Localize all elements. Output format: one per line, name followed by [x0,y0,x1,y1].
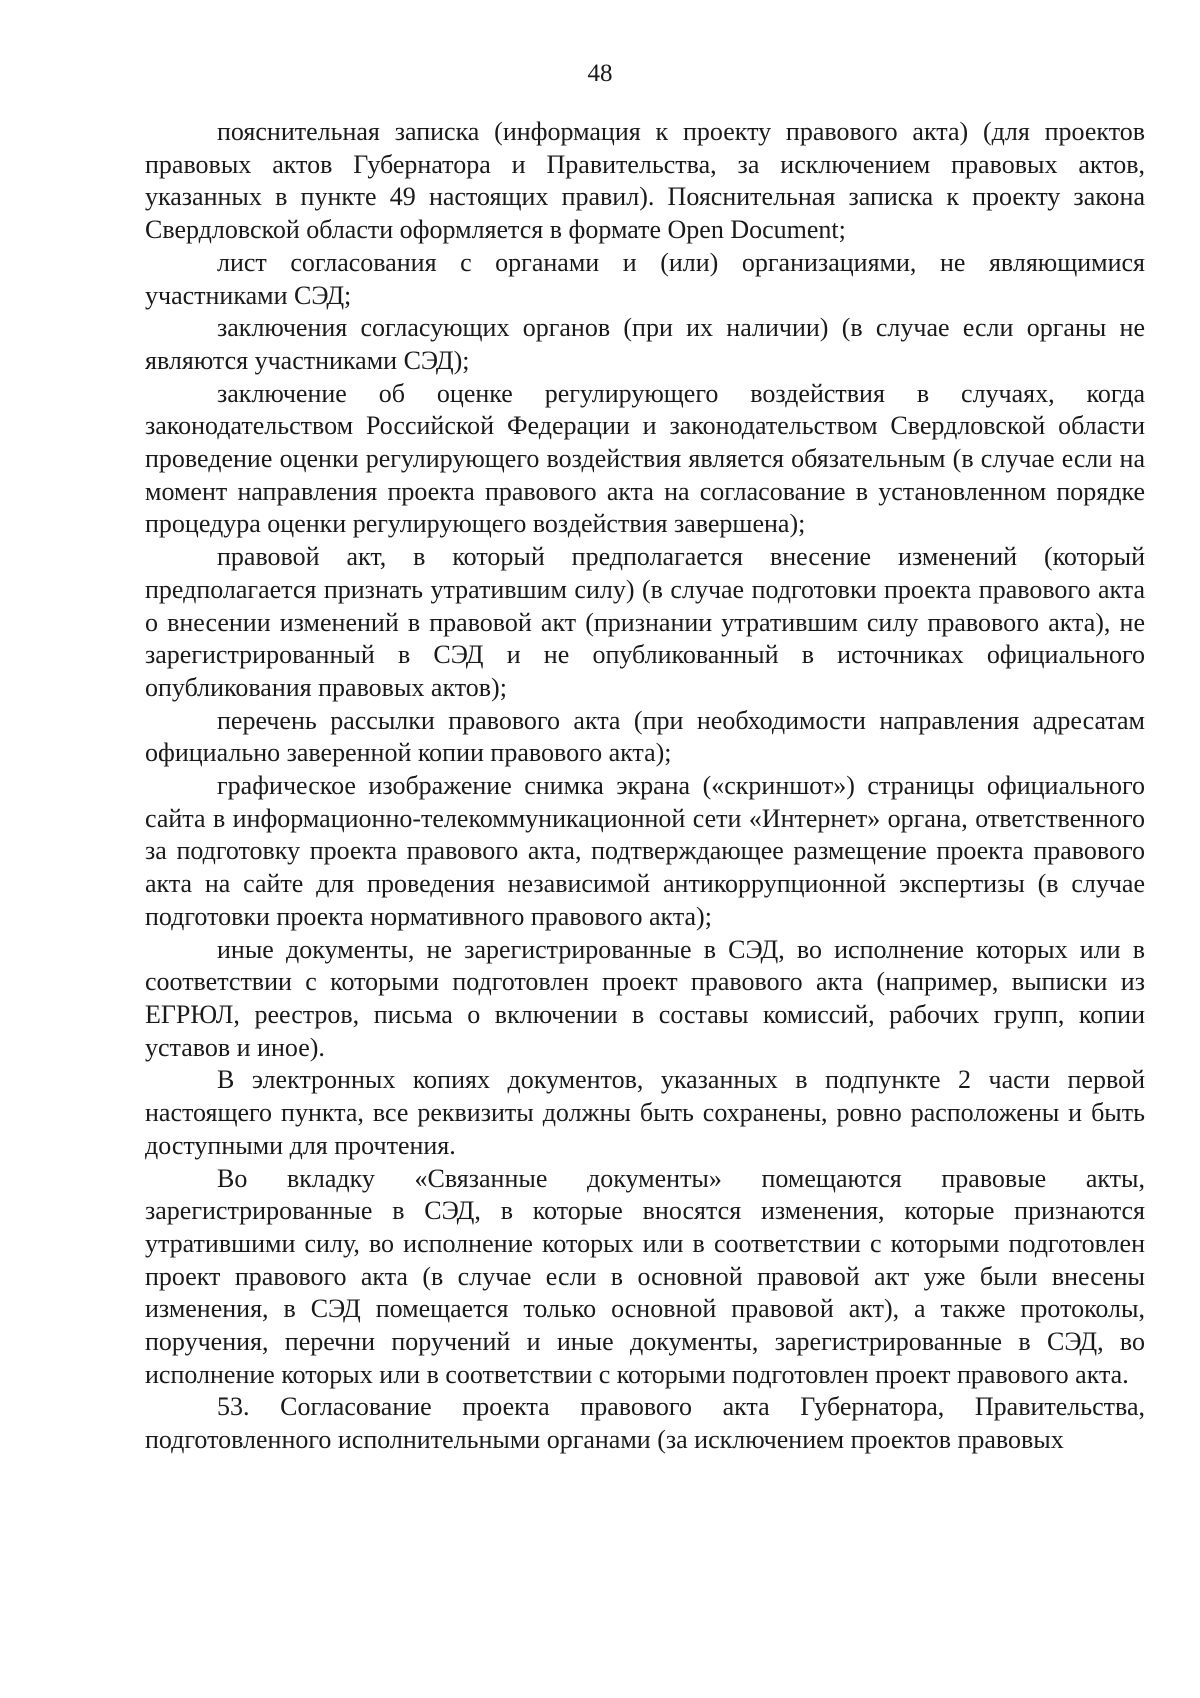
paragraph-explanatory-note: пояснительная записка (информация к проекту правового акта) (для проектов правовых актов Губернатора и Правительства, за исключением правовых актов, указанных в пункте 49 настоящих правил). Пояснительная записка к проекту закона Свердловской области оформляется в формате Open Document; [145,117,1145,245]
document-body [145,116,1145,1457]
paragraph-item-53: 53. Согласование проекта правового акта Губернатора, Правительства, подготовленного исполнительными органами (за исключением проектов правовых [145,1392,1145,1455]
paragraph-distribution-list: перечень рассылки правового акта (при необходимости направления адресатам официально заверенной копии правового акта); [145,705,1145,768]
paragraph-other-documents: иные документы, не зарегистрированные в СЭД, во исполнение которых или в соответствии с которыми подготовлен проект правового акта (например, выписки из ЕГРЮЛ, реестров, письма о включении в составы комиссий, рабочих групп, копии уставов и иное). [145,934,1145,1062]
paragraph-amended-legal-act: правовой акт, в который предполагается внесение изменений (который предполагается признать утратившим силу) (в случае подготовки проекта правового акта о внесении изменений в правовой акт (признании утратившим силу правового акта), не зарегистрированный в СЭД и не опубликованный в источниках официального опубликования правовых актов); [145,542,1145,702]
paragraph-approval-sheet: лист согласования с органами и (или) организациями, не являющимися участниками СЭД; [145,247,1145,310]
paragraph-electronic-copies: В электронных копиях документов, указанных в подпункте 2 части первой настоящего пункта, все реквизиты должны быть сохранены, ровно расположены и быть доступными для прочтения. [145,1065,1145,1160]
paragraph-screenshot-requirement: графическое изображение снимка экрана («скриншот») страницы официального сайта в информационно-телекоммуникационной сети «Интернет» органа, ответственного за подготовку проекта правового акта, подтверждающее размещение проекта правового акта на сайте для проведения независимой антикоррупционной экспертизы (в случае подготовки проекта нормативного правового акта); [145,771,1145,931]
paragraph-approving-bodies-conclusions: заключения согласующих органов (при их наличии) (в случае если органы не являются участниками СЭД); [145,313,1145,375]
page-number: 48 [587,60,613,87]
paragraph-regulatory-impact-assessment: заключение об оценке регулирующего воздействия в случаях, когда законодательством Российской Федерации и законодательством Свердловской области проведение оценки регулирующего воздействия является обязательным (в случае если на момент направления проекта правового акта на согласование в установленном порядке процедура оценки регулирующего воздействия завершена); [145,378,1145,539]
paragraph-related-documents-tab: Во вкладку «Связанные документы» помещаются правовые акты, зарегистрированные в СЭД, в которые вносятся изменения, которые признаются утратившими силу, во исполнение которых или в соответствии с которыми подготовлен проект правового акта (в случае если в основной правовой акт уже были внесены изменения, в СЭД помещается только основной правовой акт), а также протоколы, поручения, перечни поручений и иные документы, зарегистрированные в СЭД, во исполнение которых или в соответствии с которыми подготовлен проект правового акта. [145,1163,1145,1389]
